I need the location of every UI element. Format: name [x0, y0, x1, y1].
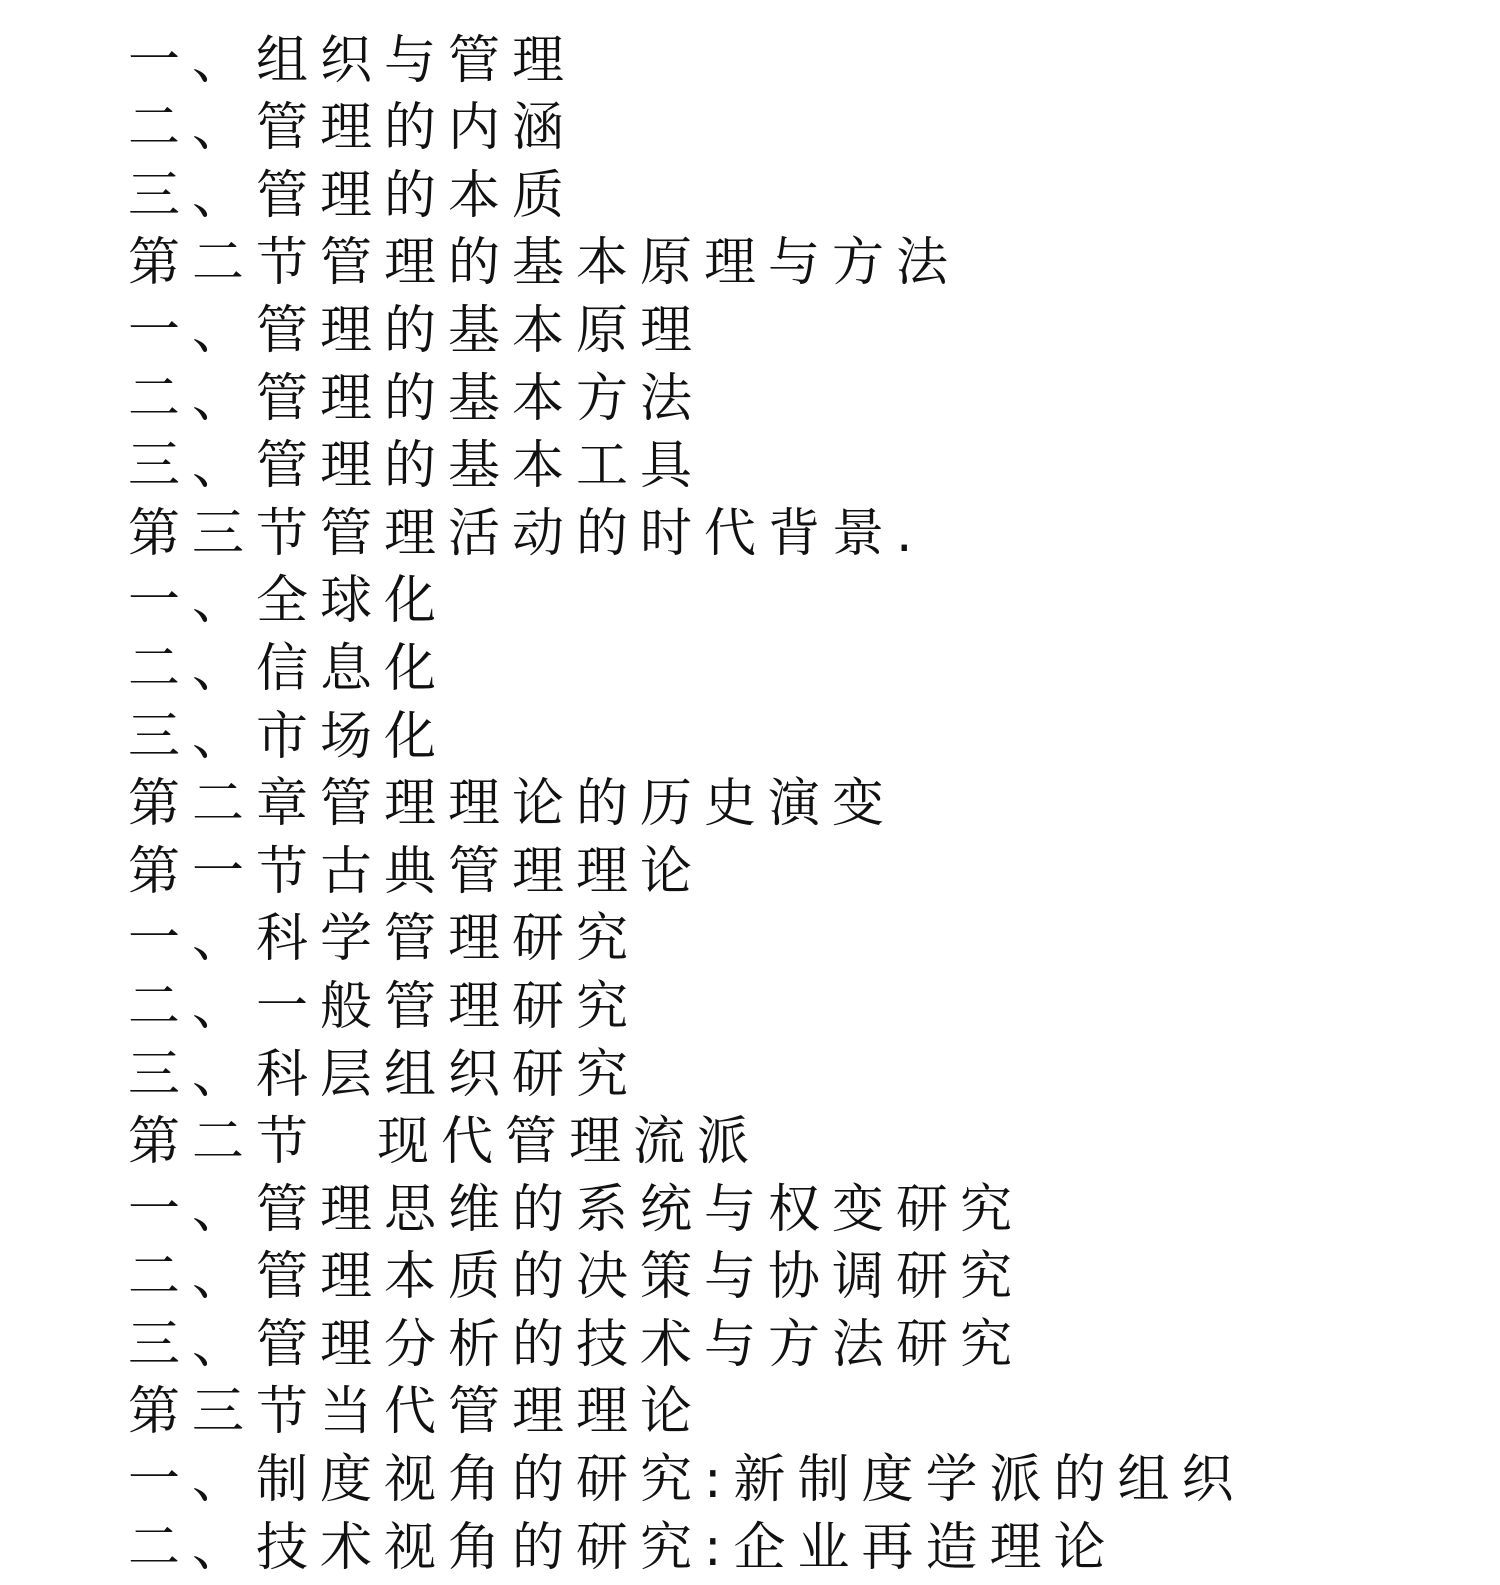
toc-item: 二、管理本质的决策与协调研究 — [128, 1247, 1025, 1308]
toc-section-heading: 第二节管理的基本原理与方法 — [128, 233, 961, 294]
toc-chapter-heading: 第二章管理理论的历史演变 — [128, 774, 897, 835]
toc-item: 一、制度视角的研究:新制度学派的组织 — [128, 1450, 1246, 1511]
toc-line-cut-off — [128, 0, 1246, 28]
toc-item: 三、市场化 — [128, 706, 449, 767]
toc-item: 一、组织与管理 — [128, 30, 577, 91]
toc-section-heading: 第三节管理活动的时代背景. — [128, 503, 925, 564]
toc-item: 二、管理的基本方法 — [128, 368, 705, 429]
toc-item: 三、管理的本质 — [128, 165, 577, 226]
toc-item: 三、科层组织研究 — [128, 1044, 641, 1105]
toc-item: 一、管理思维的系统与权变研究 — [128, 1179, 1025, 1240]
toc-item: 一、全球化 — [128, 571, 449, 632]
toc-item: 二、管理的内涵 — [128, 98, 577, 159]
toc-section-heading: 第二节 现代管理流派 — [128, 1112, 762, 1173]
table-of-contents — [128, 0, 1246, 1582]
toc-section-heading: 第一节古典管理理论 — [128, 841, 705, 902]
toc-item: 三、管理分析的技术与方法研究 — [128, 1314, 1025, 1375]
toc-section-heading: 第三节当代管理理论 — [128, 1382, 705, 1443]
toc-item: 二、一般管理研究 — [128, 976, 641, 1037]
toc-item: 一、管理的基本原理 — [128, 300, 705, 361]
toc-item: 三、管理的基本工具 — [128, 436, 705, 497]
toc-item: 二、技术视角的研究:企业再造理论 — [128, 1517, 1118, 1578]
toc-item: 一、科学管理研究 — [128, 909, 641, 970]
toc-item: 二、信息化 — [128, 638, 449, 699]
